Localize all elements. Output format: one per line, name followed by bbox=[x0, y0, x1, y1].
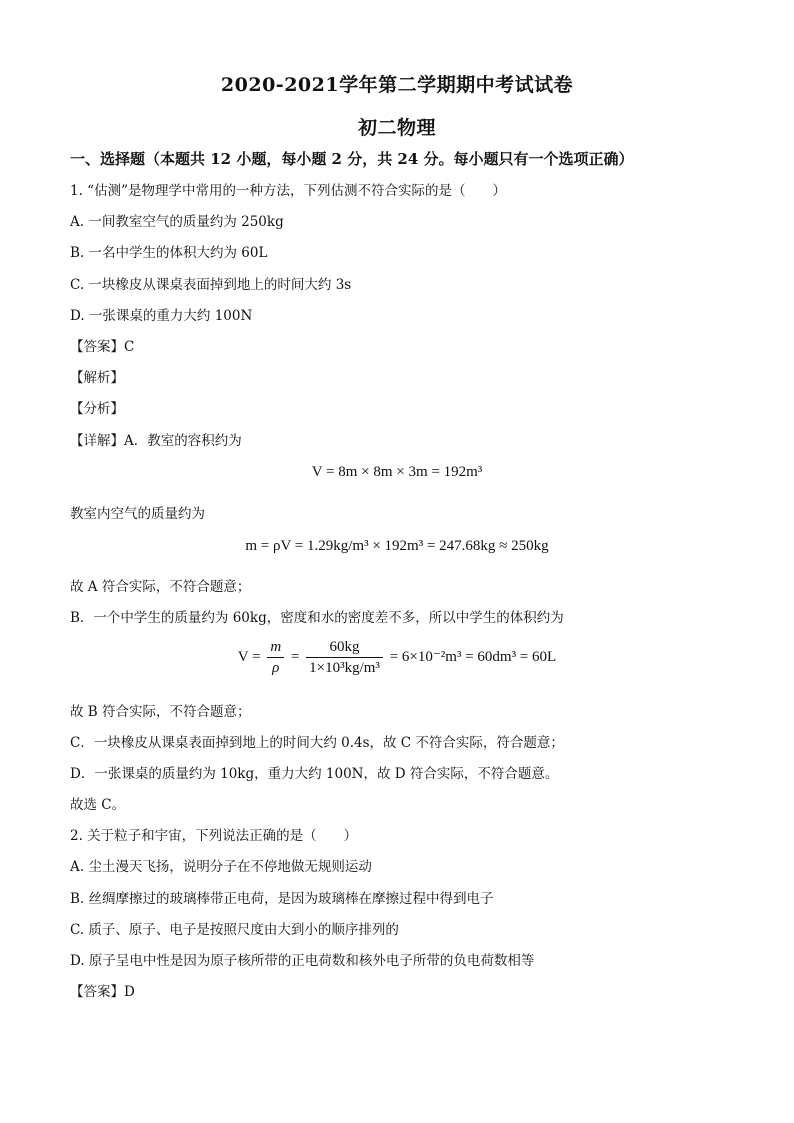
question-1-option-a: A. 一间教室空气的质量约为 250kg bbox=[70, 214, 284, 230]
fraction-numerator-m: m bbox=[267, 638, 284, 658]
fraction-denominator-rho: ρ bbox=[272, 660, 280, 676]
d-explanation: D．一张课桌的质量约为 10kg，重力大约 100N，故 D 符合实际，不符合题意。 bbox=[70, 766, 559, 782]
equation-volume: V = 8m × 8m × 3m = 192m³ bbox=[311, 464, 483, 480]
question-2-stem: 2. 关于粒子和宇宙，下列说法正确的是（ ） bbox=[70, 828, 358, 844]
question-1-fenxi-label: 【分析】 bbox=[70, 401, 124, 417]
equation-student-volume bbox=[0, 638, 794, 677]
eq3-rhs: = 6×10⁻²m³ = 60dm³ = 60L bbox=[389, 648, 557, 665]
fraction-numerator-mass: 60kg bbox=[306, 638, 383, 658]
question-1-option-c: C. 一块橡皮从课桌表面掉到地上的时间大约 3s bbox=[70, 277, 352, 293]
question-1-analysis-label: 【解析】 bbox=[70, 370, 124, 386]
b-intro: B．一个中学生的质量约为 60kg，密度和水的密度差不多，所以中学生的体积约为 bbox=[70, 610, 564, 626]
question-1-option-d: D. 一张课桌的重力大约 100N bbox=[70, 308, 253, 324]
eq3-equals: = bbox=[290, 648, 300, 665]
section-heading: 一、选择题（本题共 12 小题，每小题 2 分，共 24 分。每小题只有一个选项正确） bbox=[70, 150, 634, 168]
fraction-m-over-rho bbox=[267, 638, 284, 677]
equation-air-mass: m = ρV = 1.29kg/m³ × 192m³ = 247.68kg ≈ 250kg bbox=[245, 538, 549, 554]
b-conclusion: 故 B 符合实际，不符合题意； bbox=[70, 704, 251, 720]
exam-title: 2020-2021学年第二学期期中考试试卷 bbox=[220, 74, 574, 96]
question-1-stem: 1. “估测”是物理学中常用的一种方法，下列估测不符合实际的是（ ） bbox=[70, 183, 506, 199]
eq3-lhs: V = bbox=[237, 648, 261, 665]
exam-subtitle: 初二物理 bbox=[357, 117, 436, 139]
question-2-option-a: A. 尘土漫天飞扬，说明分子在不停地做无规则运动 bbox=[70, 859, 372, 875]
a-conclusion: 故 A 符合实际，不符合题意； bbox=[70, 579, 251, 595]
question-2-answer: 【答案】D bbox=[70, 984, 135, 1000]
question-1-detail-intro: 【详解】A．教室的容积约为 bbox=[70, 433, 242, 449]
air-mass-intro: 教室内空气的质量约为 bbox=[70, 506, 205, 522]
question-2-option-c: C. 质子、原子、电子是按照尺度由大到小的顺序排列的 bbox=[70, 922, 399, 938]
fraction-denominator-density: 1×10³kg/m³ bbox=[309, 660, 380, 676]
question-2-option-d: D. 原子呈电中性是因为原子核所带的正电荷数和核外电子所带的负电荷数相等 bbox=[70, 953, 535, 969]
c-explanation: C．一块橡皮从课桌表面掉到地上的时间大约 0.4s，故 C 不符合实际，符合题意； bbox=[70, 735, 564, 751]
fraction-mass-over-density bbox=[306, 638, 383, 677]
question-2-option-b: B. 丝绸摩擦过的玻璃棒带正电荷，是因为玻璃棒在摩擦过程中得到电子 bbox=[70, 891, 494, 907]
question-1-option-b: B. 一名中学生的体积大约为 60L bbox=[70, 245, 268, 261]
question-1-choice: 故选 C。 bbox=[70, 797, 126, 813]
question-1-answer: 【答案】C bbox=[70, 339, 135, 355]
